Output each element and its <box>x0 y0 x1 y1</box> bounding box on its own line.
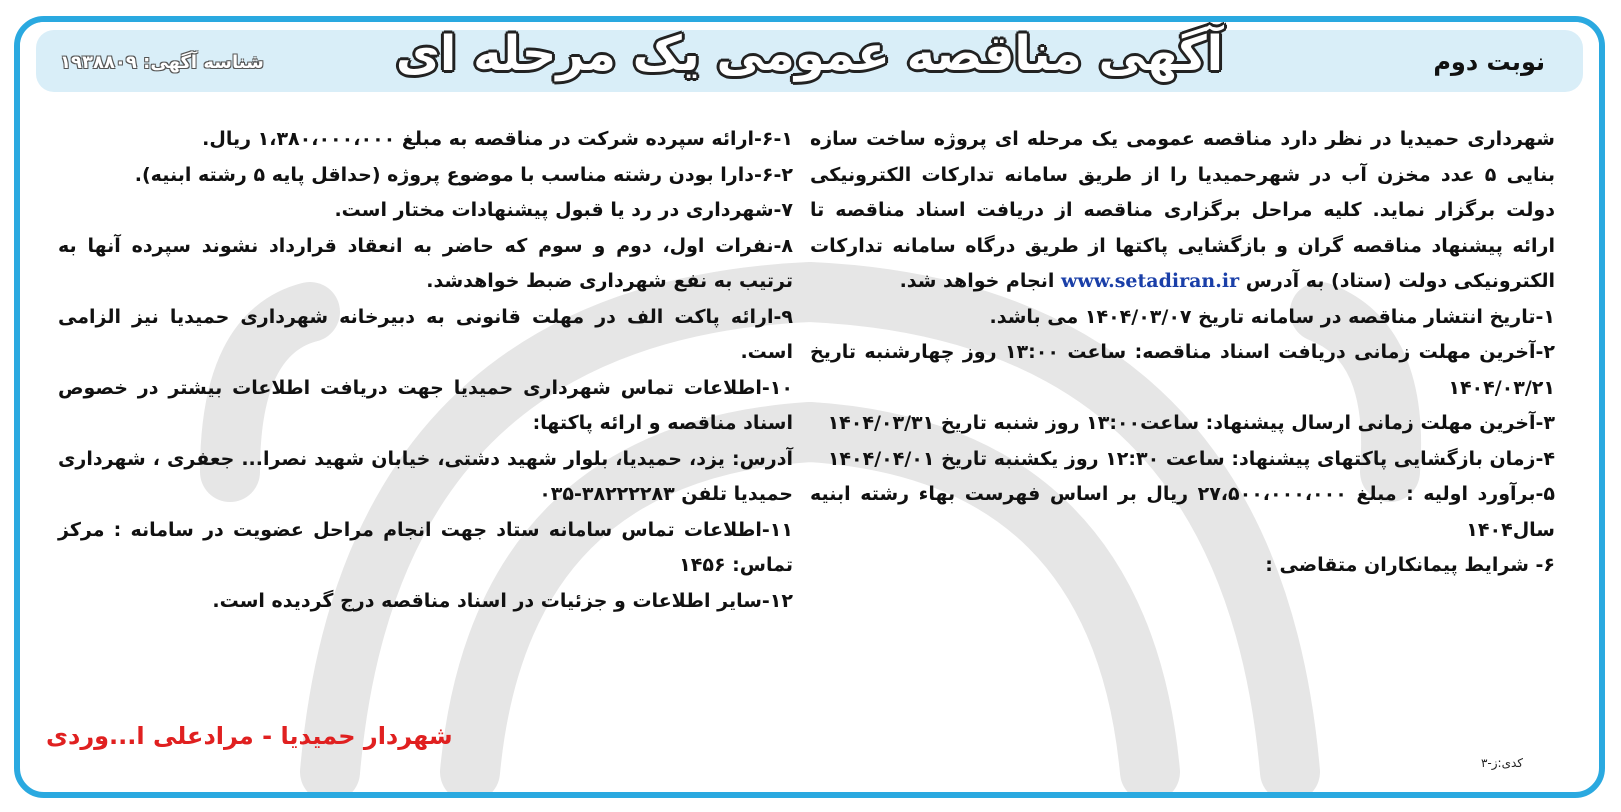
intro-text-end: انجام خواهد شد. <box>899 270 1055 292</box>
list-item: ۱۲-سایر اطلاعات و جزئیات در اسناد مناقصه درج گردیده است. <box>212 589 793 612</box>
list-item: ۷-شهرداری در رد یا قبول پیشنهادات مختار است. <box>334 199 793 221</box>
right-column <box>810 122 1555 584</box>
left-column <box>58 122 793 619</box>
list-item: ۱-تاریخ انتشار مناقصه در سامانه تاریخ ۱۴۰۴/۰۳/۰۷ می باشد. <box>989 305 1555 328</box>
notice-frame <box>14 16 1605 798</box>
list-item: ۶- شرایط پیمانکاران متقاضی : <box>1265 554 1555 576</box>
list-item: ۱۰-اطلاعات تماس شهرداری حمیدیا جهت دریافت اطلاعات بیشتر در خصوص اسناد مناقصه و ارائه پاکتها: <box>58 376 793 434</box>
list-item: ۹-ارائه پاکت الف در مهلت قانونی به دبیرخانه شهرداری حمیدیا نیز الزامی است. <box>58 305 793 363</box>
list-item: ۶-۲-دارا بودن رشته مناسب با موضوع پروژه (حداقل پایه ۵ رشته ابنیه). <box>134 163 793 186</box>
intro-paragraph <box>810 122 1555 300</box>
notice-header <box>20 22 1599 100</box>
list-item: ۸-نفرات اول، دوم و سوم که حاضر به انعقاد قرارداد نشوند سپرده آنها به ترتیب به نفع شهرداری ضبط خواهدشد. <box>58 234 793 292</box>
list-item: ۶-۱-ارائه سپرده شرکت در مناقصه به مبلغ ۱،۳۸۰،۰۰۰،۰۰۰ ریال. <box>202 128 793 150</box>
list-item: ۴-زمان بازگشایی پاکتهای پیشنهاد: ساعت ۱۲:۳۰ روز یکشنبه تاریخ ۱۴۰۴/۰۴/۰۱ <box>827 447 1555 470</box>
ad-code: کدی:ز-۳ <box>1480 756 1523 770</box>
ad-id: شناسه آگهی: ۱۹۳۸۸۰۹ <box>60 52 264 73</box>
list-item: ۳-آخرین مهلت زمانی ارسال پیشنهاد: ساعت۱۳:۰۰ روز شنبه تاریخ ۱۴۰۴/۰۳/۳۱ <box>827 412 1555 434</box>
notice-title: آگهی مناقصه عمومی یک مرحله ای <box>395 26 1224 82</box>
list-item: ۱۱-اطلاعات تماس سامانه ستاد جهت انجام مراحل عضویت در سامانه : مرکز تماس: ۱۴۵۶ <box>58 518 793 576</box>
mayor-signature: شهردار حمیدیا - مرادعلی ا...وردی <box>46 722 453 750</box>
list-item: ۲-آخرین مهلت زمانی دریافت اسناد مناقصه: ساعت ۱۳:۰۰ روز چهارشنبه تاریخ ۱۴۰۴/۰۳/۲۱ <box>810 341 1556 399</box>
list-item: ۵-برآورد اولیه : مبلغ ۲۷،۵۰۰،۰۰۰،۰۰۰ ریال بر اساس فهرست بهاء رشته ابنیه سال۱۴۰۴ <box>810 483 1555 541</box>
setad-link[interactable]: www.setadiran.ir <box>1060 270 1240 292</box>
intro-text: شهرداری حمیدیا در نظر دارد مناقصه عمومی یک مرحله ای پروژه ساخت سازه بنایی ۵ عدد مخزن آب در شهرحمیدیا را از طریق سامانه تدارکات الکترونیکی دولت برگزار نماید. کلیه مراحل برگزاری مناقصه از دریافت اسناد مناقصه تا ارائه پیشنهاد مناقصه گران و بازگشایی پاکتها از طریق درگاه سامانه تدارکات الکترونیکی دولت (ستاد) به آدرس <box>810 128 1555 292</box>
address-text: آدرس: یزد، حمیدیا، بلوار شهید دشتی، خیابان شهید نصرا... جعفری ، شهرداری حمیدیا تلفن ۳۸۲۲۲۲۸۳-۰۳۵ <box>58 447 793 505</box>
round-label: نوبت دوم <box>1433 48 1545 76</box>
